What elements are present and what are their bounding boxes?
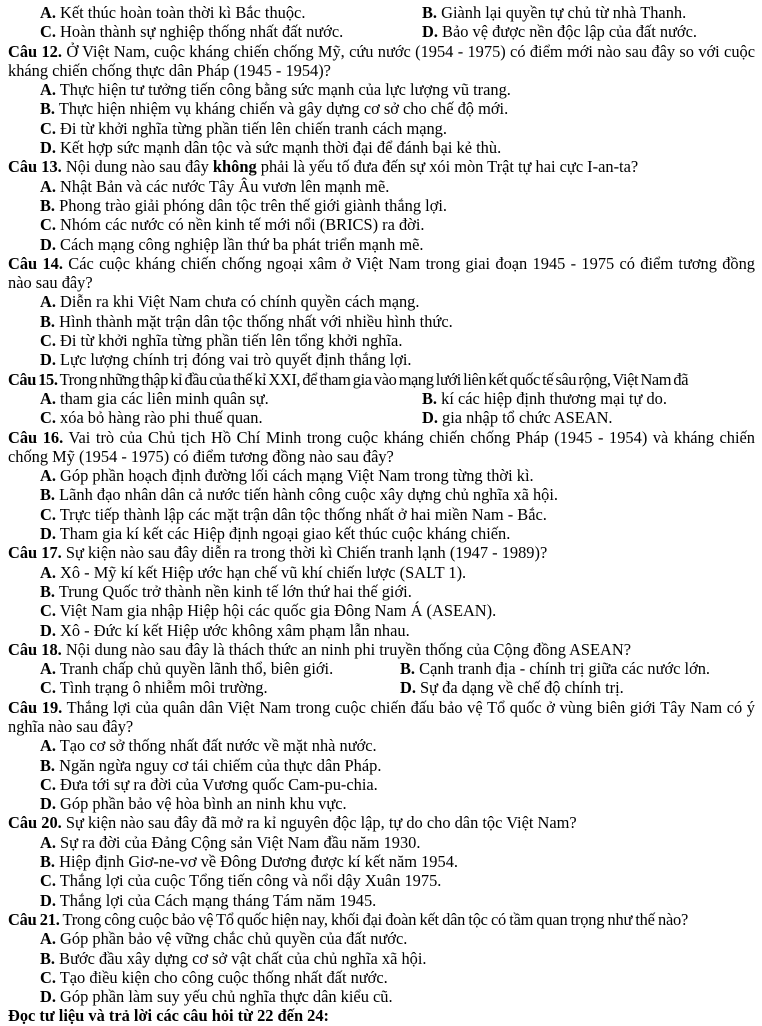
- option-c: [8, 871, 755, 890]
- option-letter: C.: [40, 601, 56, 621]
- question-number: Câu 20.: [8, 813, 62, 833]
- option-text: kí các hiệp định thương mại tự do.: [441, 388, 667, 408]
- option-d: [8, 891, 755, 910]
- question-13: [8, 157, 755, 253]
- option-letter: B.: [422, 388, 438, 408]
- option-letter: B.: [422, 3, 438, 22]
- option-text: Trung Quốc trở thành nền kinh tế lớn thứ hai thế giới.: [58, 581, 412, 601]
- option-text: Nhóm các nước có nền kinh tế mới nổi (BRICS) ra đời.: [60, 215, 425, 235]
- option-letter: B.: [400, 659, 416, 679]
- option-text: Tình trạng ô nhiễm môi trường.: [59, 678, 268, 698]
- question-text-emphasis: không: [212, 157, 257, 177]
- option-text: Thực hiện tư tưởng tiến công bằng sức mạnh của lực lượng vũ trang.: [59, 80, 511, 100]
- option-b: [8, 196, 755, 215]
- option-d: [8, 794, 755, 813]
- question-text: Nội dung nào sau đây là thách thức an ninh phi truyền thống của Cộng đồng ASEAN?: [65, 639, 631, 659]
- option-d: [8, 138, 755, 157]
- question-number: Câu 13.: [8, 157, 62, 177]
- option-letter: C.: [40, 331, 56, 351]
- question-20: [8, 813, 755, 909]
- option-text: Hiệp định Giơ-ne-vơ về Đông Dương được kí kết năm 1954.: [59, 852, 458, 872]
- option-c: [8, 775, 755, 794]
- question-text-line: [8, 543, 755, 562]
- option-letter: A.: [40, 292, 56, 312]
- option-letter: A.: [40, 80, 56, 100]
- option-letter: D.: [422, 22, 438, 42]
- option-letter: D.: [400, 678, 416, 698]
- question-text: Nội dung nào sau đây: [65, 157, 209, 177]
- question-text-line: [8, 428, 755, 467]
- option-letter: D.: [422, 408, 438, 428]
- option-text: Tạo điều kiện cho công cuộc thống nhất đất nước.: [59, 967, 388, 987]
- question-text: Sự kiện nào sau đây đã mở ra kỉ nguyên độc lập, tự do cho dân tộc Việt Nam?: [65, 813, 577, 833]
- question-text: Các cuộc kháng chiến chống ngoại xâm ở Việt Nam trong giai đoạn 1945 - 1975 có điểm tương đồng nào sau đây?: [8, 253, 755, 293]
- option-b: [8, 312, 755, 331]
- option-letter: B.: [40, 195, 56, 215]
- options-row: [8, 659, 755, 678]
- option-text: Thực hiện nhiệm vụ kháng chiến và gây dựng cơ sở cho chế độ mới.: [58, 99, 509, 119]
- option-a: [8, 3, 390, 22]
- option-text: Giành lại quyền tự chủ từ nhà Thanh.: [441, 3, 687, 22]
- options-row: [8, 22, 755, 41]
- option-a: [8, 80, 755, 99]
- option-text: Thắng lợi của Cách mạng tháng Tám năm 1945.: [59, 890, 377, 910]
- option-c: [8, 505, 755, 524]
- option-text: Sự ra đời của Đảng Cộng sản Việt Nam đầu năm 1930.: [60, 832, 421, 852]
- option-a: [8, 389, 390, 408]
- question-number: Câu 17.: [8, 543, 62, 563]
- question-text-line: [8, 813, 755, 832]
- option-b: [390, 389, 667, 408]
- option-letter: A.: [40, 736, 56, 756]
- option-b: [8, 949, 755, 968]
- question-number: Câu 21.: [8, 909, 60, 929]
- option-d: [8, 350, 755, 369]
- option-letter: D.: [40, 350, 56, 370]
- option-letter: A.: [40, 3, 56, 22]
- option-d: [8, 621, 755, 640]
- option-text: Góp phần bảo vệ hòa bình an ninh khu vực.: [60, 794, 347, 814]
- question-text-line: [8, 640, 755, 659]
- option-a: [8, 466, 755, 485]
- option-text: tham gia các liên minh quân sự.: [60, 388, 269, 408]
- option-letter: B.: [40, 852, 56, 872]
- option-letter: D.: [40, 794, 56, 814]
- option-b: [8, 99, 755, 118]
- option-letter: A.: [40, 562, 56, 582]
- option-letter: A.: [40, 659, 56, 679]
- question-text: Sự kiện nào sau đây diễn ra trong thời kì Chiến tranh lạnh (1947 - 1989)?: [65, 543, 548, 563]
- option-letter: C.: [40, 118, 56, 138]
- option-a: [8, 736, 755, 755]
- option-text: Phong trào giải phóng dân tộc trên thế giới giành thắng lợi.: [59, 195, 448, 215]
- option-text: Kết hợp sức mạnh dân tộc và sức mạnh thời đại để đánh bại kẻ thù.: [60, 138, 502, 158]
- question-18: [8, 640, 755, 698]
- option-text: Sự đa dạng về chế độ chính trị.: [420, 678, 624, 698]
- option-text: Đi từ khởi nghĩa từng phần tiến lên chiến tranh cách mạng.: [60, 118, 447, 138]
- option-letter: D.: [40, 524, 56, 544]
- option-c: [8, 408, 390, 427]
- option-text: Tranh chấp chủ quyền lãnh thổ, biên giới.: [59, 659, 334, 679]
- option-letter: C.: [40, 774, 56, 794]
- question-19: [8, 698, 755, 814]
- option-a: [8, 563, 755, 582]
- option-d: [390, 22, 697, 41]
- option-text: Diễn ra khi Việt Nam chưa có chính quyền cách mạng.: [60, 292, 420, 312]
- option-letter: B.: [40, 485, 56, 505]
- option-a: [8, 929, 755, 948]
- option-text: Kết thúc hoàn toàn thời kì Bắc thuộc.: [60, 3, 306, 22]
- option-letter: C.: [40, 871, 56, 891]
- option-c: [8, 601, 755, 620]
- question-17: [8, 543, 755, 639]
- option-a: [8, 177, 755, 196]
- options-row: [8, 678, 755, 697]
- question-number: Câu 18.: [8, 639, 62, 659]
- option-c: [8, 968, 755, 987]
- question-text-line: [8, 254, 755, 293]
- option-letter: C.: [40, 215, 56, 235]
- option-b: [368, 659, 710, 678]
- option-text: Xô - Mỹ kí kết Hiệp ước hạn chế vũ khí chiến lược (SALT 1).: [60, 562, 467, 582]
- options-row: [8, 389, 755, 408]
- question-text-line: [8, 910, 755, 929]
- option-letter: A.: [40, 466, 56, 486]
- option-text: Góp phần làm suy yếu chủ nghĩa thực dân kiểu cũ.: [60, 987, 393, 1007]
- option-d: [8, 235, 755, 254]
- option-a: [8, 833, 755, 852]
- option-letter: D.: [40, 138, 56, 158]
- question-12: [8, 42, 755, 158]
- question-text-line: [8, 42, 755, 81]
- option-letter: C.: [40, 678, 56, 698]
- question-text: phải là yếu tố đưa đến sự xói mòn Trật tự hai cực I-an-ta?: [260, 157, 639, 177]
- option-letter: C.: [40, 967, 56, 987]
- option-b: [8, 485, 755, 504]
- reading-instruction: Đọc tư liệu và trả lời các câu hỏi từ 22 đến 24:: [8, 1006, 330, 1026]
- option-text: Lực lượng chính trị đóng vai trò quyết định thắng lợi.: [60, 350, 412, 370]
- question-14: [8, 254, 755, 370]
- option-d: [8, 987, 755, 1006]
- option-text: Tham gia kí kết các Hiệp định ngoại giao kết thúc cuộc kháng chiến.: [59, 524, 511, 544]
- option-text: Hoàn thành sự nghiệp thống nhất đất nước.: [60, 22, 344, 42]
- option-text: Bảo vệ được nền độc lập của đất nước.: [442, 22, 697, 42]
- option-b: [8, 852, 755, 871]
- option-b: [8, 756, 755, 775]
- question-number: Câu 19.: [8, 697, 63, 717]
- question-text: Trong những thập kỉ đầu của thế kỉ XXI, để tham gia vào mạng lưới liên kết quốc tế sâu rộng, Việt Nam đã: [59, 369, 689, 389]
- option-c: [8, 678, 368, 697]
- option-text: Trực tiếp thành lập các mặt trận dân tộc thống nhất ở hai miền Nam - Bắc.: [59, 504, 547, 524]
- option-text: Góp phần hoạch định đường lối cách mạng Việt Nam trong từng thời kì.: [60, 466, 534, 486]
- option-text: Hình thành mặt trận dân tộc thống nhất với nhiều hình thức.: [59, 311, 453, 331]
- option-text: Đưa tới sự ra đời của Vương quốc Cam-pu-chia.: [60, 774, 378, 794]
- option-a: [8, 659, 368, 678]
- option-letter: B.: [40, 755, 56, 775]
- option-text: Xô - Đức kí kết Hiệp ước không xâm phạm lẫn nhau.: [60, 620, 410, 640]
- option-text: Đi từ khởi nghĩa từng phần tiến lên tổng khởi nghĩa.: [60, 331, 403, 351]
- question-number: Câu 16.: [8, 427, 64, 447]
- question-21: [8, 910, 755, 1006]
- option-letter: B.: [40, 99, 56, 119]
- question-text: Ở Việt Nam, cuộc kháng chiến chống Mỹ, cứu nước (1954 - 1975) có điểm mới nào sau đây so với cuộc kháng chiến chống thực dân Pháp (1945 - 1954)?: [8, 41, 755, 80]
- option-text: Cạnh tranh địa - chính trị giữa các nước lớn.: [419, 659, 711, 679]
- option-letter: D.: [40, 234, 56, 254]
- option-letter: D.: [40, 890, 56, 910]
- option-text: Lãnh đạo nhân dân cả nước tiến hành công cuộc xây dựng chủ nghĩa xã hội.: [59, 485, 559, 505]
- question-text-line: [8, 157, 755, 176]
- option-text: Ngăn ngừa nguy cơ tái chiếm của thực dân Pháp.: [59, 755, 382, 775]
- option-text: xóa bỏ hàng rào phi thuế quan.: [60, 408, 263, 428]
- option-c: [8, 215, 755, 234]
- option-letter: C.: [40, 408, 56, 428]
- option-letter: A.: [40, 832, 56, 852]
- option-c: [8, 331, 755, 350]
- question-text: Trong công cuộc bảo vệ Tổ quốc hiện nay, khối đại đoàn kết dân tộc có tầm quan trọng như thế nào?: [62, 909, 689, 929]
- option-letter: A.: [40, 929, 56, 949]
- option-d: [390, 408, 613, 427]
- question-number: Câu 12.: [8, 41, 62, 61]
- option-c: [8, 22, 390, 41]
- option-letter: D.: [40, 987, 56, 1007]
- option-text: gia nhập tổ chức ASEAN.: [442, 408, 613, 428]
- option-letter: B.: [40, 948, 56, 968]
- option-letter: B.: [40, 581, 56, 601]
- question-number: Câu 15.: [8, 369, 58, 389]
- option-letter: C.: [40, 22, 56, 42]
- question-text-line: [8, 698, 755, 737]
- question-15: [8, 370, 755, 428]
- options-row: [8, 3, 755, 22]
- option-letter: D.: [40, 620, 56, 640]
- option-c: [8, 119, 755, 138]
- question-text: Vai trò của Chủ tịch Hồ Chí Minh trong cuộc kháng chiến chống Pháp (1945 - 1954) và kháng chiến chống Mỹ (1954 - 1975) có điểm tương đồng nào sau đây?: [8, 427, 755, 466]
- question-text-line: [8, 370, 755, 389]
- exam-page: [8, 3, 755, 1026]
- option-letter: B.: [40, 311, 56, 331]
- option-b: [390, 3, 686, 22]
- option-a: [8, 292, 755, 311]
- question-11-options: [8, 3, 755, 42]
- option-letter: A.: [40, 388, 56, 408]
- option-text: Việt Nam gia nhập Hiệp hội các quốc gia Đông Nam Á (ASEAN).: [59, 601, 497, 621]
- options-row: [8, 408, 755, 427]
- question-text: Thắng lợi của quân dân Việt Nam trong cuộc chiến đấu bảo vệ Tổ quốc ở vùng biên giới Tây Nam có ý nghĩa nào sau đây?: [8, 697, 755, 736]
- option-d: [8, 524, 755, 543]
- option-text: Bước đầu xây dựng cơ sở vật chất của chủ nghĩa xã hội.: [59, 948, 427, 968]
- option-b: [8, 582, 755, 601]
- option-text: Tạo cơ sở thống nhất đất nước về mặt nhà nước.: [59, 736, 377, 756]
- option-text: Cách mạng công nghiệp lần thứ ba phát triển mạnh mẽ.: [60, 234, 424, 254]
- question-number: Câu 14.: [8, 253, 63, 273]
- option-letter: A.: [40, 176, 56, 196]
- option-text: Nhật Bản và các nước Tây Âu vươn lên mạnh mẽ.: [60, 176, 390, 196]
- option-text: Góp phần bảo vệ vững chắc chủ quyền của đất nước.: [60, 929, 408, 949]
- option-d: [368, 678, 624, 697]
- option-text: Thắng lợi của cuộc Tổng tiến công và nổi dậy Xuân 1975.: [59, 871, 442, 891]
- option-letter: C.: [40, 504, 56, 524]
- question-16: [8, 428, 755, 544]
